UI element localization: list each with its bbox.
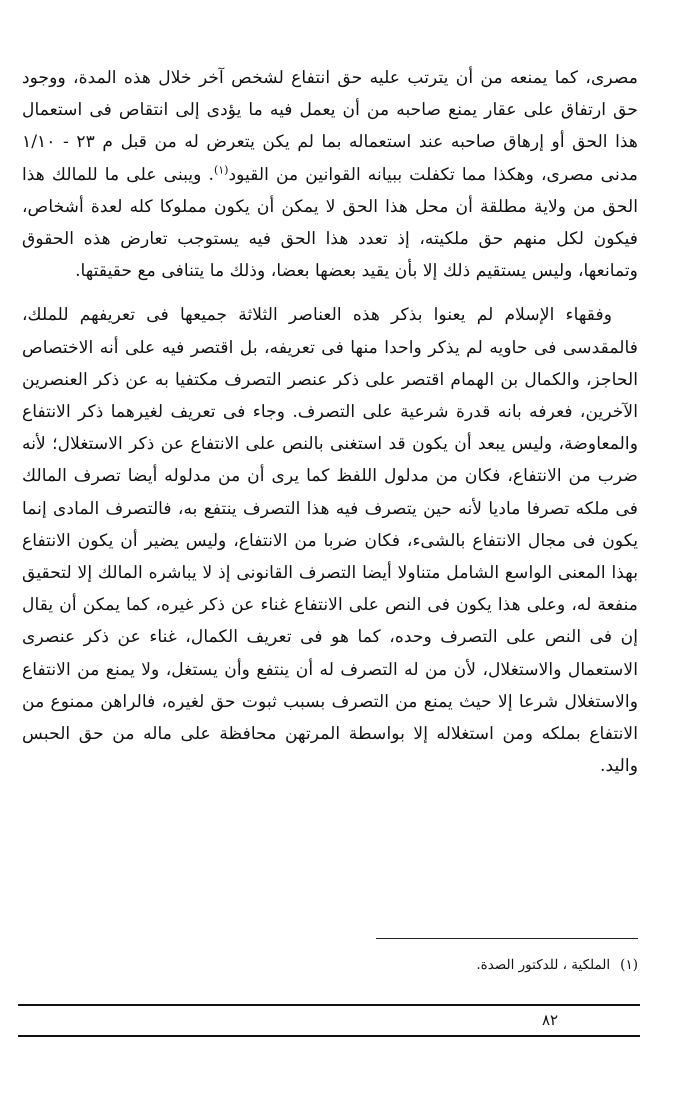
paragraph-1 <box>22 62 638 287</box>
footnote-divider <box>376 938 638 939</box>
footnote <box>476 955 638 975</box>
page-body <box>22 62 638 782</box>
footnote-reference: (١) <box>213 162 229 176</box>
page-number-rule-top <box>18 1004 640 1006</box>
footnote-number: (١) <box>620 957 638 973</box>
paragraph-1-text-before-ref: مصرى، كما يمنعه من أن يترتب عليه حق انتفاع لشخص آخر خلال هذه المدة، ووجود حق ارتفاق على عقار يمنع صاحبه من أن يعمل فيه ما يؤدى إلى انتقاص فى استعمال هذا الحق أو إرهاق صاحبه عند استعماله بما لم يكن يتعرض له من قبل م ٢٣ - ١/١٠ مدنى مصرى، وهكذا مما تكفلت ببيانه القوانين من القيود <box>22 68 638 185</box>
paragraph-1-text-after-ref: . ويبنى على ما للمالك هذا الحق من ولاية مطلقة أن محل هذا الحق لا يمكن أن يكون مملوكا كله لعدة أشخاص، فيكون لكل منهم حق ملكيته، إذ تعدد هذا الحق فيه يستوجب تعارض هذه الحقوق وتمانعها، وليس يستقيم ذلك إلا بأن يقيد بعضها بعضا، وذلك ما يتنافى مع حقيقتها. <box>22 164 638 282</box>
footnote-text: الملكية ، للدكتور الصدة. <box>476 957 611 973</box>
page-number: ٨٢ <box>541 1011 559 1029</box>
page-number-rule-bottom <box>18 1035 640 1037</box>
paragraph-2: وفقهاء الإسلام لم يعنوا بذكر هذه العناصر الثلاثة جميعها فى تعريفهم للملك، فالمقدسى فى حاويه لم يذكر واحدا منها فى تعريفه، بل اقتصر فيه على أنه الاختصاص الحاجز، والكمال بن الهمام اقتصر على ذكر عنصر التصرف مكتفيا به عن ذكر العنصرين الآخرين، فعرفه بانه قدرة شرعية على التصرف. وجاء فى تعريف لغيرهما ذكر الانتفاع والمعاوضة، وليس يبعد أن يكون قد استغنى بالنص على الانتفاع عن ذكر الاستغلال؛ لأنه ضرب من الانتفاع، فكان من مدلول اللفظ كما يرى أن من مدلوله أيضا تصرف المالك فى ملكه تصرفا ماديا لأنه حين يتصرف فيه هذا التصرف ينتفع به، فالتصرف المادى إنما يكون فى مجال الانتفاع بالشىء، فكان ضربا من الانتفاع، وليس يضير أن يكون الانتفاع بهذا المعنى الواسع الشامل متناولا أيضا التصرف القانونى إذ لا يباشره المالك إلا لتحقيق منفعة له، وعلى هذا يكون فى النص على الانتفاع غناء عن ذكر غيره، كما يمكن أن يقال إن فى النص على التصرف وحده، كما هو فى تعريف الكمال، غناء عن ذكر عنصرى الاستعمال والاستغلال، لأن من له التصرف له أن ينتفع وأن يستغل، ولا يمنع من الانتفاع والاستغلال شرعا إلا حيث يمنع من التصرف بسبب ثبوت حق لغيره، فالراهن ممنوع من الانتفاع بملكه ومن استغلاله إلا بواسطة المرتهن محافظة على ماله من حق الحبس واليد. <box>22 305 638 777</box>
